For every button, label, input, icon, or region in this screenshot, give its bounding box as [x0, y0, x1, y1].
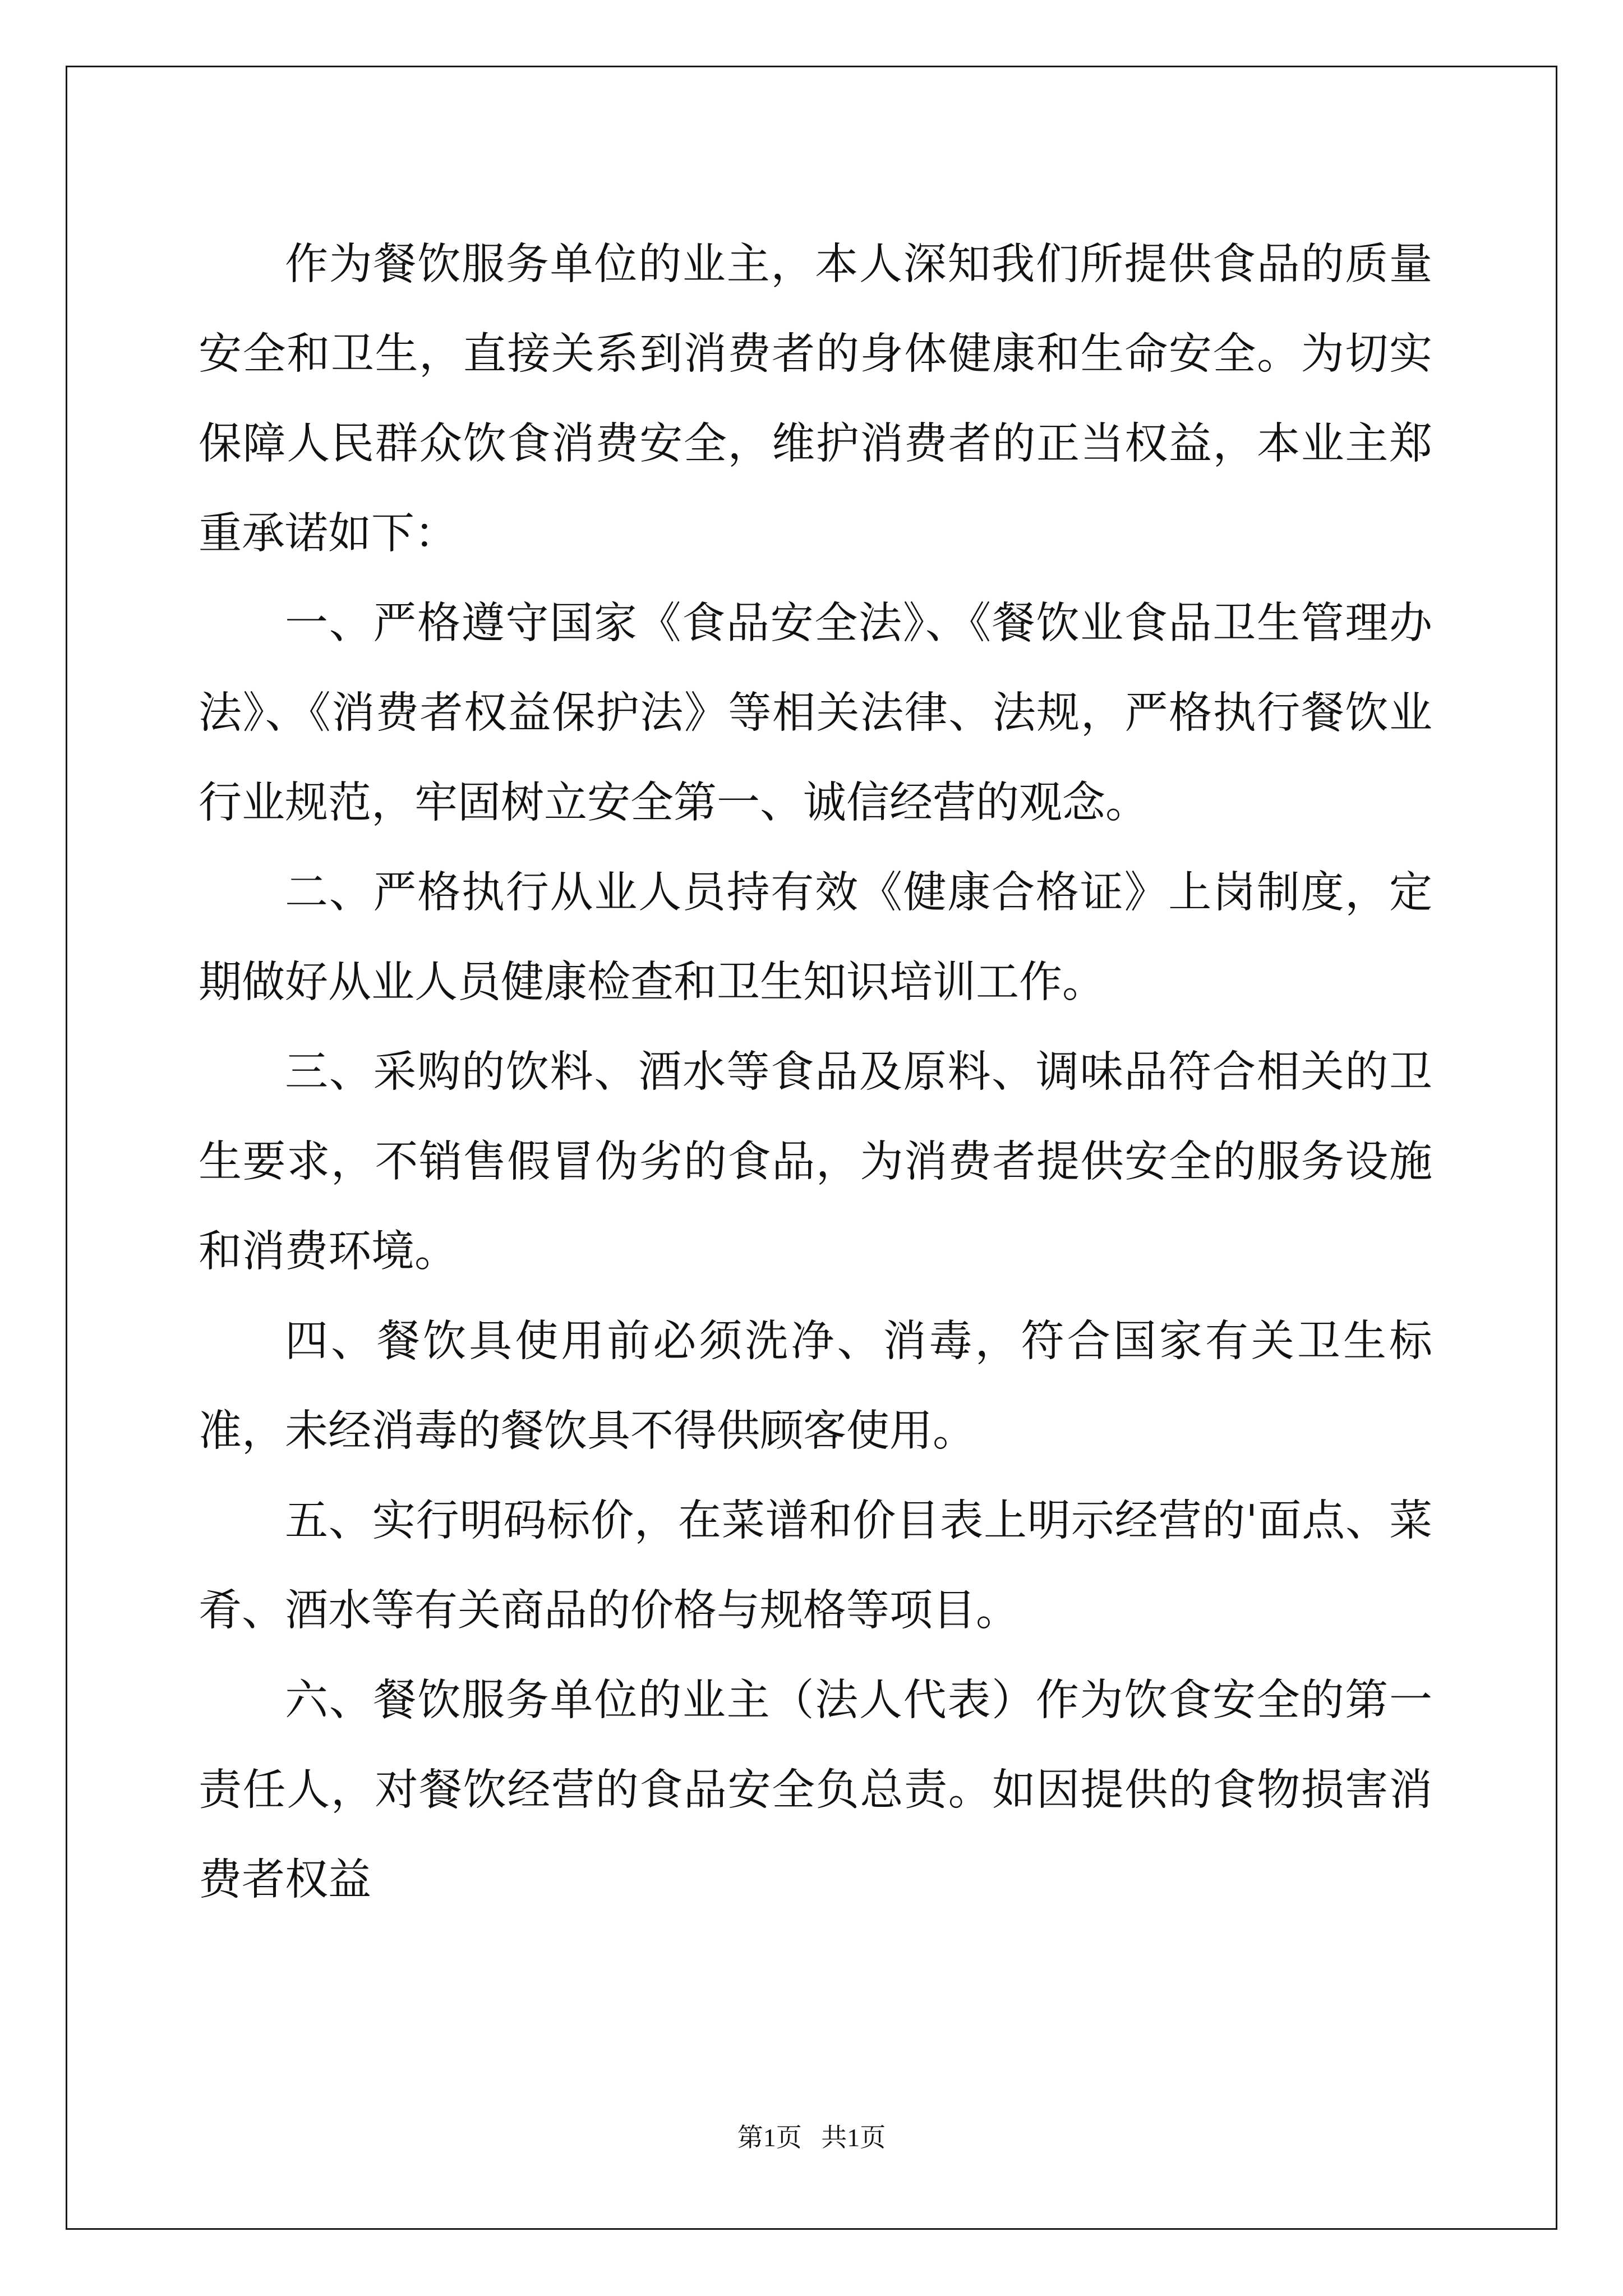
- paragraph-item-5: 五、实行明码标价，在菜谱和价目表上明示经营的'面点、菜肴、酒水等有关商品的价格与规格等项目。: [199, 1496, 1432, 1636]
- paragraph-item-4: 四、餐饮具使用前必须洗净、消毒，符合国家有关卫生标准，未经消毒的餐饮具不得供顾客使用。: [199, 1317, 1432, 1456]
- paragraph-item-6: 六、餐饮服务单位的业主（法人代表）作为饮食安全的第一责任人，对餐饮经营的食品安全负总责。如因提供的食物损害消费者权益: [199, 1676, 1432, 1905]
- paragraph-item-2: 二、严格执行从业人员持有效《健康合格证》上岗制度，定期做好从业人员健康检查和卫生知识培训工作。: [199, 868, 1432, 1007]
- paragraph-intro: 作为餐饮服务单位的业主，本人深知我们所提供食品的质量安全和卫生，直接关系到消费者的身体健康和生命安全。为切实保障人民群众饮食消费安全，维护消费者的正当权益，本业主郑重承诺如下：: [199, 240, 1432, 559]
- page-footer: 第1页 共1页: [737, 2123, 886, 2152]
- document-body: [199, 220, 1432, 1925]
- paragraph-item-3: 三、采购的饮料、酒水等食品及原料、调味品符合相关的卫生要求，不销售假冒伪劣的食品，为消费者提供安全的服务设施和消费环境。: [199, 1047, 1432, 1277]
- paragraph-item-1: 一、严格遵守国家《食品安全法》、《餐饮业食品卫生管理办法》、《消费者权益保护法》等相关法律、法规，严格执行餐饮业行业规范，牢固树立安全第一、诚信经营的观念。: [199, 599, 1432, 828]
